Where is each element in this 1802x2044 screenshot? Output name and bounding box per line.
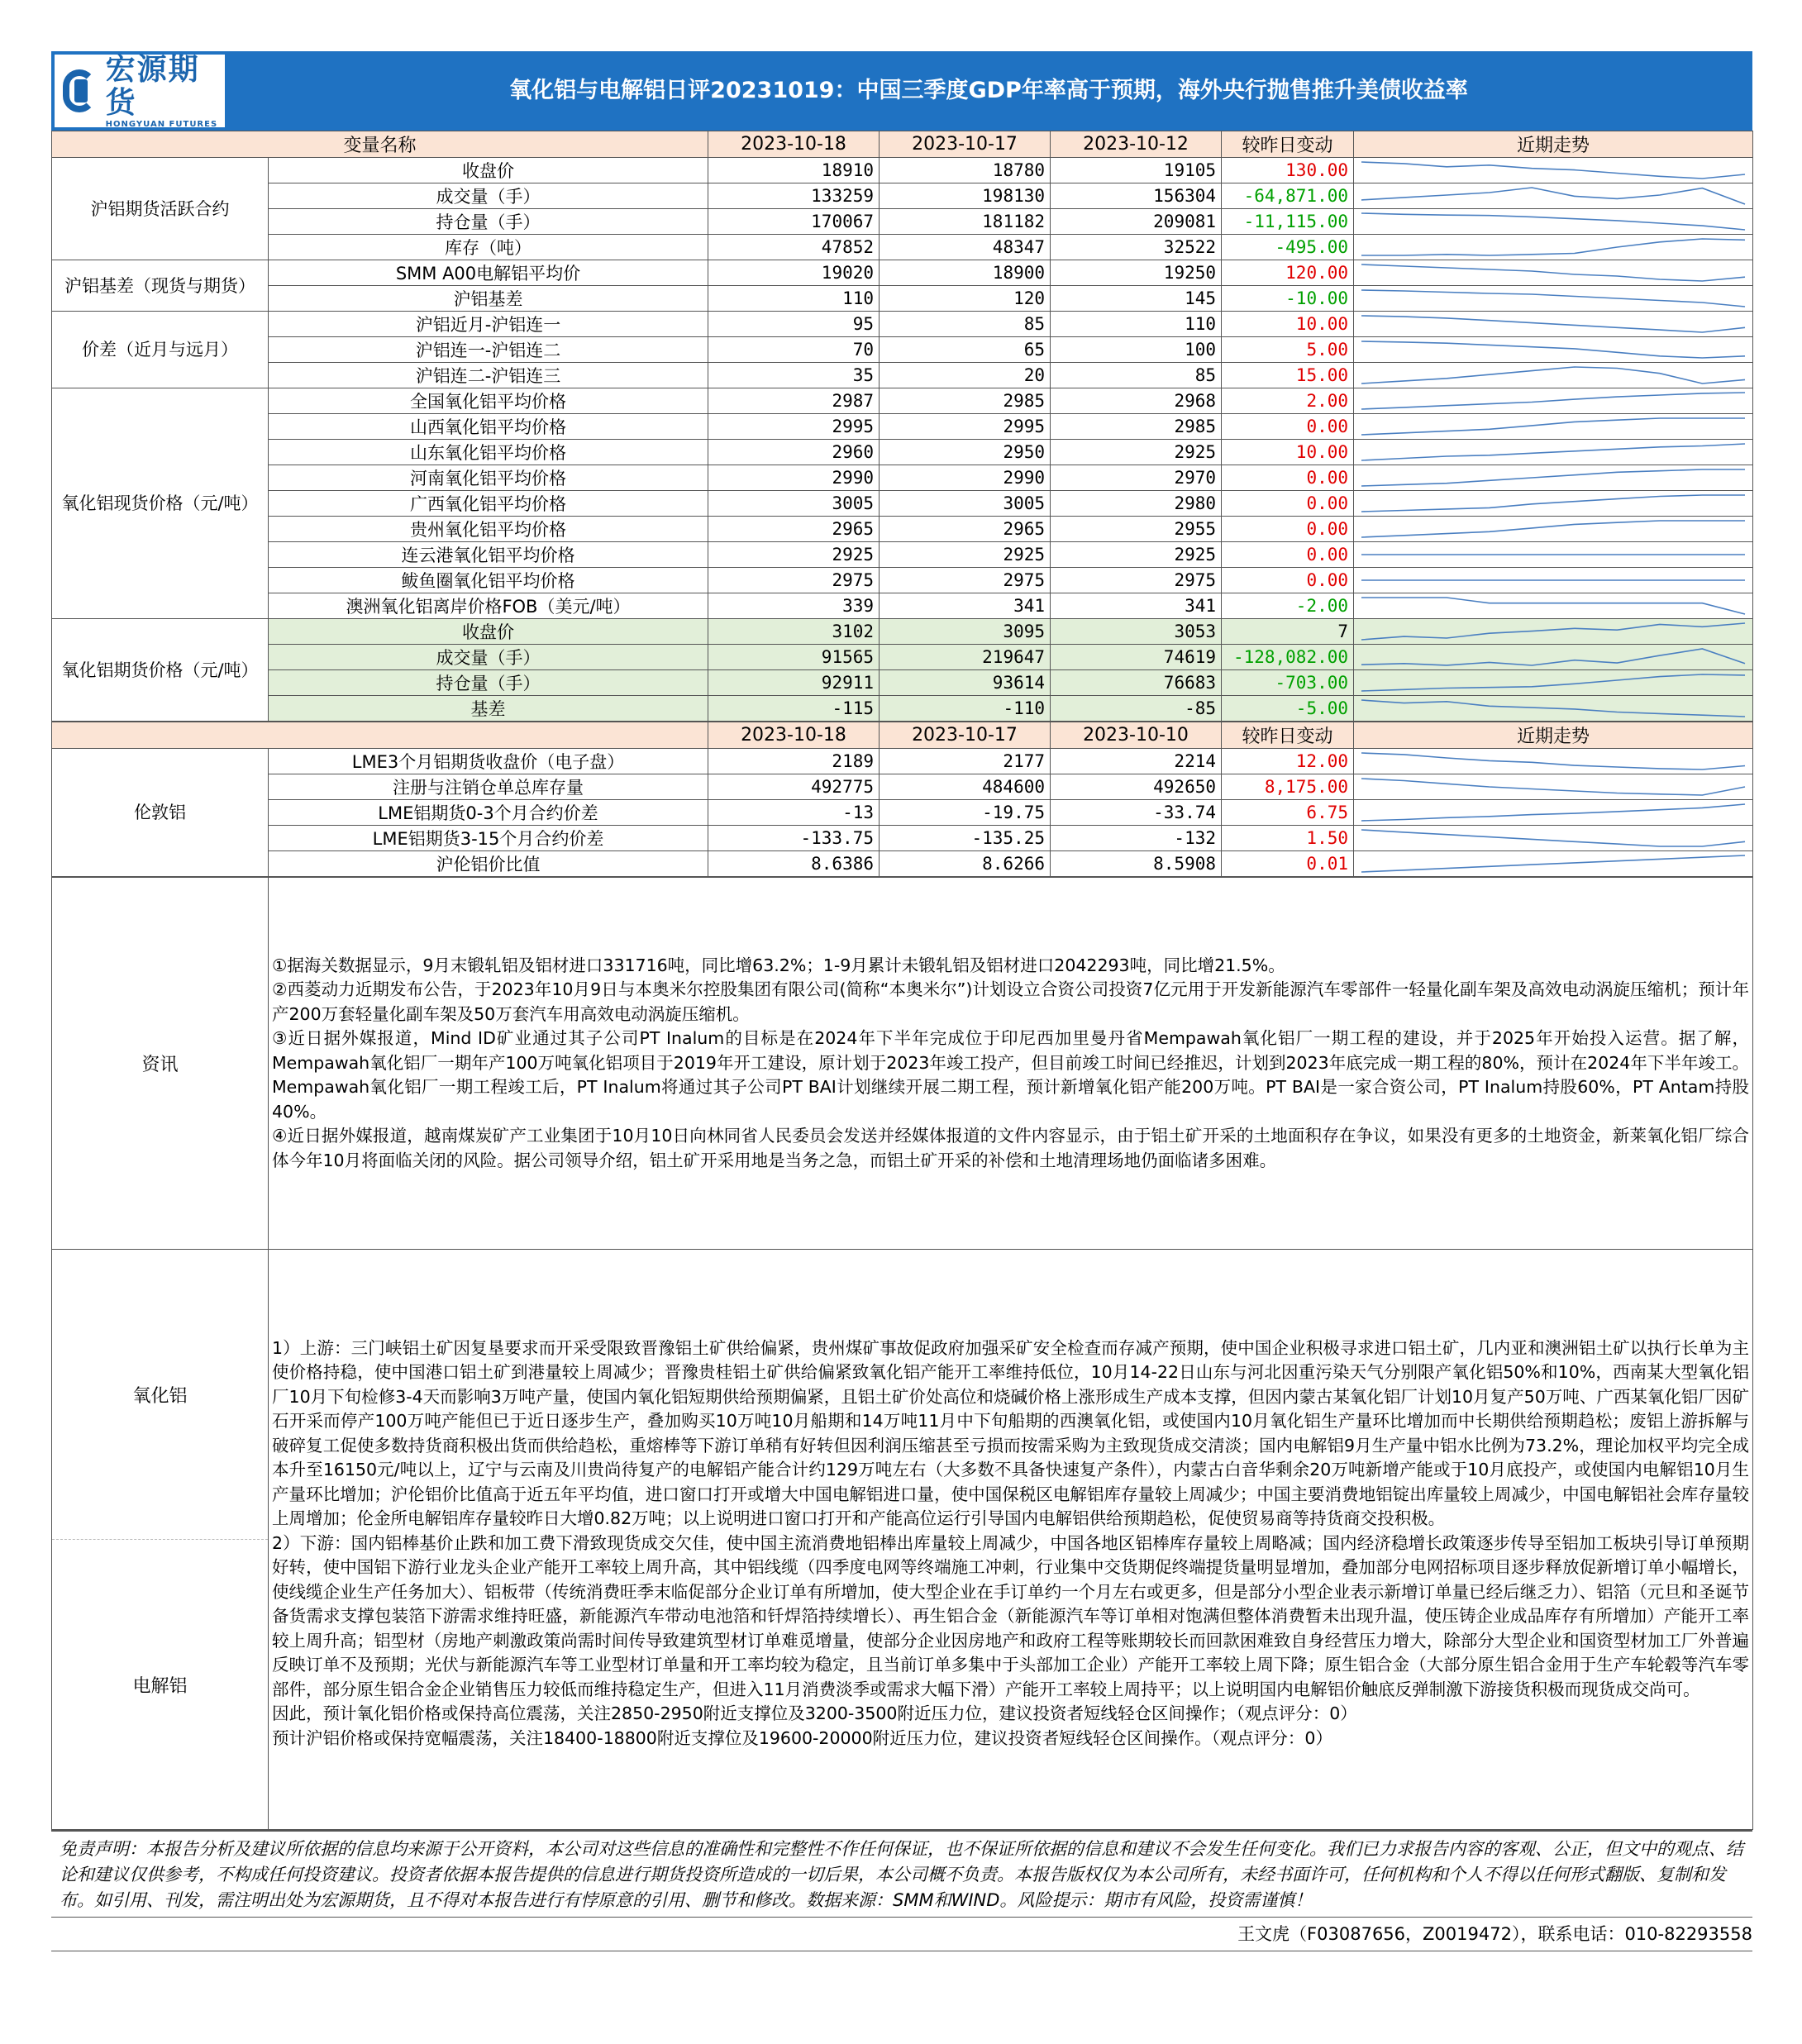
table-row <box>52 645 1753 670</box>
value-cell: 2975 <box>708 568 880 593</box>
group-label: 氧化铝期货价格（元/吨） <box>52 619 269 722</box>
change-cell: -5.00 <box>1222 696 1354 722</box>
variable-name: 成交量（手） <box>269 645 708 670</box>
change-cell: 0.00 <box>1222 491 1354 517</box>
variable-name: 连云港氧化铝平均价格 <box>269 542 708 568</box>
change-cell: -10.00 <box>1222 286 1354 312</box>
value-cell: 219647 <box>880 645 1051 670</box>
logo-en-text: HONGYUAN FUTURES <box>105 119 218 129</box>
change-cell: 6.75 <box>1222 800 1354 826</box>
change-cell: 0.00 <box>1222 568 1354 593</box>
variable-name: 澳洲氧化铝离岸价格FOB（美元/吨） <box>269 593 708 619</box>
value-cell: 100 <box>1051 337 1222 363</box>
value-cell: 2925 <box>1051 542 1222 568</box>
value-cell: 8.6266 <box>880 851 1051 877</box>
column-header: 2023-10-10 <box>1051 722 1222 749</box>
change-cell: 10.00 <box>1222 440 1354 465</box>
value-cell: 2995 <box>708 414 880 440</box>
variable-name: LME3个月铝期货收盘价（电子盘） <box>269 749 708 774</box>
variable-name: 收盘价 <box>269 158 708 183</box>
trend-cell <box>1354 363 1753 388</box>
value-cell: 110 <box>1051 312 1222 337</box>
variable-name: 注册与注销仓单总库存量 <box>269 774 708 800</box>
variable-name: LME铝期货3-15个月合约价差 <box>269 826 708 851</box>
value-cell: 93614 <box>880 670 1051 696</box>
table-row <box>52 800 1753 826</box>
report-title: 氧化铝与电解铝日评20231019：中国三季度GDP年率高于预期，海外央行抛售推升美债收益率 <box>509 78 1468 103</box>
report-page <box>51 51 1752 1951</box>
trend-cell <box>1354 388 1753 414</box>
value-cell: 2975 <box>1051 568 1222 593</box>
table-row <box>52 158 1753 183</box>
change-cell: 12.00 <box>1222 749 1354 774</box>
group-label: 沪铝期货活跃合约 <box>52 158 269 260</box>
value-cell: 2980 <box>1051 491 1222 517</box>
trend-cell <box>1354 696 1753 722</box>
analysis-labels <box>52 1250 269 1830</box>
variable-name: 河南氧化铝平均价格 <box>269 465 708 491</box>
table-row <box>52 183 1753 209</box>
value-cell: 91565 <box>708 645 880 670</box>
analyst-contact: 王文虎（F03087656，Z0019472），联系电话：010-82293558 <box>51 1917 1752 1951</box>
value-cell: 145 <box>1051 286 1222 312</box>
change-cell: 2.00 <box>1222 388 1354 414</box>
trend-cell <box>1354 800 1753 826</box>
alumina-outlook: 因此，预计氧化铝价格或保持高位震荡，关注2850-2950附近支撑位及3200-3500附近压力位，建议投资者短线轻仓区间操作；（观点评分：0） <box>272 1703 1357 1724</box>
value-cell: 2970 <box>1051 465 1222 491</box>
table-row <box>52 749 1753 774</box>
trend-cell <box>1354 491 1753 517</box>
trend-cell <box>1354 158 1753 183</box>
lme-data-table <box>51 722 1753 877</box>
table-row <box>52 670 1753 696</box>
value-cell: 19250 <box>1051 260 1222 286</box>
sparkline <box>1359 236 1747 258</box>
table-row <box>52 619 1753 645</box>
value-cell: 3095 <box>880 619 1051 645</box>
variable-name: 鲅鱼圈氧化铝平均价格 <box>269 568 708 593</box>
change-cell: 10.00 <box>1222 312 1354 337</box>
news-item: ②西菱动力近期发布公告，于2023年10月9日与本奥米尔控股集团有限公司(简称“本奥米尔”)计划设立合资公司投资7亿元用于开发新能源汽车零部件一轻量化副车架及高效电动涡旋压缩机；预计年产200万套轻量化副车架及50万套汽车用高效电动涡旋压缩机。 <box>272 979 1749 1024</box>
value-cell: 32522 <box>1051 235 1222 260</box>
value-cell: 2987 <box>708 388 880 414</box>
variable-name: 沪铝基差 <box>269 286 708 312</box>
change-cell: -128,082.00 <box>1222 645 1354 670</box>
table-row <box>52 440 1753 465</box>
change-cell: 15.00 <box>1222 363 1354 388</box>
sparkline <box>1359 313 1747 335</box>
value-cell: 2925 <box>708 542 880 568</box>
table-row <box>52 260 1753 286</box>
value-cell: 70 <box>708 337 880 363</box>
column-header <box>52 722 708 749</box>
value-cell: -33.74 <box>1051 800 1222 826</box>
variable-name: 持仓量（手） <box>269 209 708 235</box>
table-row <box>52 337 1753 363</box>
value-cell: 2985 <box>880 388 1051 414</box>
sparkline <box>1359 441 1747 463</box>
news-item: ③近日据外媒报道，Mind ID矿业通过其子公司PT Inalum的目标是在2024年下半年完成位于印尼西加里曼丹省Mempawah氧化铝厂一期工程的建设，并于2025年开始投入运营。据了解，Mempawah氧化铝厂一期年产100万吨氧化铝项目于2019年开工建设，原计划于2023年竣工投产，但目前竣工时间已经推迟，计划到2023年底完成一期工程的80%，预计在2024年下半年竣工。Mempawah氧化铝厂一期工程竣工后，PT Inalum将通过其子公司PT BAI计划继续开展二期工程，预计新增氧化铝产能200万吨。PT BAI是一家合资公司，PT Inalum持股60%，PT Antam持股40%。 <box>272 1028 1749 1122</box>
value-cell: 198130 <box>880 183 1051 209</box>
value-cell: 110 <box>708 286 880 312</box>
value-cell: 2950 <box>880 440 1051 465</box>
value-cell: 76683 <box>1051 670 1222 696</box>
value-cell: 133259 <box>708 183 880 209</box>
value-cell: 74619 <box>1051 645 1222 670</box>
trend-cell <box>1354 260 1753 286</box>
variable-name: 沪铝连一-沪铝连二 <box>269 337 708 363</box>
value-cell: 341 <box>1051 593 1222 619</box>
column-header: 较昨日变动 <box>1222 131 1354 158</box>
news-item: ④近日据外媒报道，越南煤炭矿产工业集团于10月10日向林同省人民委员会发送并经媒体报道的文件内容显示，由于铝土矿开采的土地面积存在争议，如果没有更多的土地资金，新莱氧化铝厂综合体今年10月将面临关闭的风险。据公司领导介绍，铝土矿开采用地是当务之急，而铝土矿开采的补偿和土地清理场地仍面临诸多困难。 <box>272 1126 1749 1170</box>
value-cell: -133.75 <box>708 826 880 851</box>
value-cell: 492775 <box>708 774 880 800</box>
trend-cell <box>1354 542 1753 568</box>
value-cell: 85 <box>880 312 1051 337</box>
sparkline <box>1359 185 1747 207</box>
sparkline <box>1359 595 1747 617</box>
trend-cell <box>1354 235 1753 260</box>
group-label: 沪铝基差（现货与期货） <box>52 260 269 312</box>
header-row <box>52 722 1753 749</box>
logo-icon <box>63 66 99 116</box>
news-item: ①据海关数据显示，9月末锻轧铝及铝材进口331716吨，同比增63.2%；1-9月累计未锻轧铝及铝材进口2042293吨，同比增21.5%。 <box>272 955 1285 975</box>
analysis-content <box>269 1250 1753 1830</box>
table-row <box>52 286 1753 312</box>
column-header: 2023-10-12 <box>1051 131 1222 158</box>
group-label: 氧化铝现货价格（元/吨） <box>52 388 269 619</box>
variable-name: 基差 <box>269 696 708 722</box>
change-cell: 7 <box>1222 619 1354 645</box>
change-cell: 1.50 <box>1222 826 1354 851</box>
table-row <box>52 363 1753 388</box>
value-cell: 3053 <box>1051 619 1222 645</box>
table-row <box>52 414 1753 440</box>
value-cell: -13 <box>708 800 880 826</box>
upstream-analysis: 1）上游：三门峡铝土矿因复垦要求而开采受限致晋豫铝土矿供给偏紧，贵州煤矿事故促政府加强采矿安全检查而存减产预期，使中国企业积极寻求进口铝土矿，几内亚和澳洲铝土矿以执行长单为主使价格持稳，使中国港口铝土矿到港量较上周减少；晋豫贵桂铝土矿供给偏紧致氧化铝产能开工率维持低位，10月14-22日山东与河北因重污染天气分别限产氧化铝50%和10%，西南某大型氧化铝厂10月下旬检修3-4天而影响3万吨产量，使国内氧化铝短期供给预期偏紧，且铝土矿价处高位和烧碱价格上涨形成生产成本支撑，但因内蒙古某氧化铝厂计划10月复产50万吨、广西某氧化铝厂因矿石开采而停产100万吨产能但已于近日逐步生产，叠加购买10万吨10月船期和14万吨11月中下旬船期的西澳氧化铝，或使国内10月氧化铝生产量环比增加而中长期供给预期趋松；废铝上游拆解与破碎复工促使多数持货商积极出货而供给趋松，重熔棒等下游订单稍有好转但因利润压缩甚至亏损而按需采购为主致现货成交清淡；国内电解铝9月生产量中铝水比例为73.2%，理论加权平均完全成本升至16150元/吨以上，辽宁与云南及川贵尚待复产的电解铝产能合计约129万吨左右（大多数不具备快速复产条件），内蒙古白音华剩余20万吨新增产能或于10月底投产，或使国内电解铝10月生产量环比增加；沪伦铝价比值高于近五年平均值，进口窗口打开或增大中国电解铝进口量，使中国保税区电解铝库存量较上周减少；中国主要消费地铝锭出库量较上周减少，中国电解铝社会库存量较上周增加；伦金所电解铝库存量较昨日大增0.82万吨；以上说明进口窗口打开和产能高位运行引导国内电解铝供给预期趋松，促使贸易商等持货商交投积极。 <box>272 1337 1749 1529</box>
value-cell: 47852 <box>708 235 880 260</box>
report-header <box>51 51 1752 131</box>
value-cell: 120 <box>880 286 1051 312</box>
value-cell: 2925 <box>1051 440 1222 465</box>
sparkline <box>1359 262 1747 283</box>
sparkline <box>1359 518 1747 540</box>
variable-name: 库存（吨） <box>269 235 708 260</box>
value-cell: 85 <box>1051 363 1222 388</box>
column-header: 变量名称 <box>52 131 708 158</box>
trend-cell <box>1354 286 1753 312</box>
trend-cell <box>1354 568 1753 593</box>
news-content <box>269 878 1753 1250</box>
sparkline <box>1359 569 1747 591</box>
trend-cell <box>1354 619 1753 645</box>
trend-cell <box>1354 414 1753 440</box>
sparkline <box>1359 416 1747 437</box>
sparkline <box>1359 827 1747 849</box>
value-cell: 2990 <box>708 465 880 491</box>
value-cell: -110 <box>880 696 1051 722</box>
value-cell: 2189 <box>708 749 880 774</box>
column-header: 2023-10-17 <box>880 722 1051 749</box>
change-cell: 0.00 <box>1222 517 1354 542</box>
sparkline <box>1359 621 1747 642</box>
value-cell: 2965 <box>880 517 1051 542</box>
variable-name: 广西氧化铝平均价格 <box>269 491 708 517</box>
value-cell: 20 <box>880 363 1051 388</box>
value-cell: -115 <box>708 696 880 722</box>
column-header: 近期走势 <box>1354 722 1753 749</box>
value-cell: 2985 <box>1051 414 1222 440</box>
sparkline <box>1359 364 1747 386</box>
value-cell: -132 <box>1051 826 1222 851</box>
variable-name: 山东氧化铝平均价格 <box>269 440 708 465</box>
column-header: 2023-10-18 <box>708 131 880 158</box>
table-row <box>52 568 1753 593</box>
trend-cell <box>1354 826 1753 851</box>
table-row <box>52 517 1753 542</box>
value-cell: 2177 <box>880 749 1051 774</box>
value-cell: 3005 <box>708 491 880 517</box>
change-cell: -495.00 <box>1222 235 1354 260</box>
news-label: 资讯 <box>52 878 269 1250</box>
sparkline <box>1359 211 1747 232</box>
value-cell: 484600 <box>880 774 1051 800</box>
trend-cell <box>1354 312 1753 337</box>
value-cell: 2955 <box>1051 517 1222 542</box>
downstream-analysis: 2）下游：国内铝棒基价止跌和加工费下滑致现货成交欠佳，使中国主流消费地铝棒出库量较上周减少，中国各地区铝棒库存量较上周略减；国内经济稳增长政策逐步传导至铝加工板块引导订单预期好转，使中国铝下游行业龙头企业产能开工率较上周升高，其中铝线缆（四季度电网等终端施工冲刺，行业集中交货期促终端提货量明显增加，叠加部分电网招标项目逐步释放促新增订单小幅增长，使线缆企业生产任务加大）、铝板带（传统消费旺季末临促部分企业订单有所增加，使大型企业在手订单约一个月左右或更多，但是部分小型企业表示新增订单量已经后继乏力）、铝箔（元旦和圣诞节备货需求支撑包装箔下游需求维持旺盛，新能源汽车带动电池箔和钎焊箔持续增长）、再生铝合金（新能源汽车等订单相对饱满但整体消费暂未出现升温，使压铸企业成品库存有所增加）产能开工率较上周升高；铝型材（房地产刺激政策尚需时间传导致建筑型材订单难觅增量，使部分企业因房地产和政府工程等账期较长而回款困难致自身经营压力增大，除部分大型企业和国资型材加工厂外普遍反映订单不及预期；光伏与新能源汽车等工业型材订单量和开工率均较为稳定，且当前订单多集中于头部加工企业）产能开工率较上周下降；原生铝合金（大部分原生铝合金用于生产车轮毂等汽车零部件，部分原生铝合金企业销售压力较低而维持稳定生产，但进入11月消费淡季或需求大幅下滑）产能开工率较上周持平；以上说明国内电解铝价触底反弹制激下游接货积极而现货成交尚可。 <box>272 1532 1749 1699</box>
table-row <box>52 465 1753 491</box>
change-cell: -64,871.00 <box>1222 183 1354 209</box>
column-header: 近期走势 <box>1354 131 1753 158</box>
table-row <box>52 312 1753 337</box>
variable-name: 持仓量（手） <box>269 670 708 696</box>
change-cell: 0.01 <box>1222 851 1354 877</box>
alumina-label: 氧化铝 <box>52 1250 268 1540</box>
sparkline <box>1359 776 1747 798</box>
value-cell: -19.75 <box>880 800 1051 826</box>
change-cell: 0.00 <box>1222 414 1354 440</box>
sparkline <box>1359 802 1747 823</box>
table-row <box>52 826 1753 851</box>
trend-cell <box>1354 440 1753 465</box>
sparkline <box>1359 467 1747 488</box>
value-cell: 339 <box>708 593 880 619</box>
column-header: 2023-10-18 <box>708 722 880 749</box>
commentary-table <box>51 877 1753 1830</box>
value-cell: 2975 <box>880 568 1051 593</box>
sparkline <box>1359 339 1747 360</box>
variable-name: 沪伦铝价比值 <box>269 851 708 877</box>
trend-cell <box>1354 645 1753 670</box>
value-cell: 2990 <box>880 465 1051 491</box>
group-label: 价差（近月与远月） <box>52 312 269 388</box>
column-header: 2023-10-17 <box>880 131 1051 158</box>
trend-cell <box>1354 209 1753 235</box>
value-cell: 92911 <box>708 670 880 696</box>
table-row <box>52 235 1753 260</box>
trend-cell <box>1354 749 1753 774</box>
company-logo <box>55 52 225 129</box>
value-cell: 48347 <box>880 235 1051 260</box>
variable-name: 沪铝连二-沪铝连三 <box>269 363 708 388</box>
trend-cell <box>1354 593 1753 619</box>
change-cell: -11,115.00 <box>1222 209 1354 235</box>
variable-name: 全国氧化铝平均价格 <box>269 388 708 414</box>
change-cell: 0.00 <box>1222 542 1354 568</box>
table-row <box>52 696 1753 722</box>
trend-cell <box>1354 465 1753 491</box>
value-cell: -135.25 <box>880 826 1051 851</box>
sparkline <box>1359 288 1747 309</box>
value-cell: 19105 <box>1051 158 1222 183</box>
variable-name: SMM A00电解铝平均价 <box>269 260 708 286</box>
aluminum-label: 电解铝 <box>132 1675 188 1697</box>
aluminum-outlook: 预计沪铝价格或保持宽幅震荡，关注18400-18800附近支撑位及19600-20000附近压力位，建议投资者短线轻仓区间操作。（观点评分：0） <box>272 1727 1332 1748</box>
sparkline <box>1359 698 1747 719</box>
variable-name: 收盘价 <box>269 619 708 645</box>
variable-name: 山西氧化铝平均价格 <box>269 414 708 440</box>
value-cell: 2925 <box>880 542 1051 568</box>
value-cell: 8.5908 <box>1051 851 1222 877</box>
header-row <box>52 131 1753 158</box>
value-cell: 341 <box>880 593 1051 619</box>
group-label: 伦敦铝 <box>52 749 269 877</box>
value-cell: -85 <box>1051 696 1222 722</box>
value-cell: 8.6386 <box>708 851 880 877</box>
sparkline <box>1359 853 1747 874</box>
table-row <box>52 388 1753 414</box>
table-row <box>52 851 1753 877</box>
value-cell: 18780 <box>880 158 1051 183</box>
value-cell: 2968 <box>1051 388 1222 414</box>
value-cell: 170067 <box>708 209 880 235</box>
change-cell: 8,175.00 <box>1222 774 1354 800</box>
value-cell: 95 <box>708 312 880 337</box>
change-cell: 5.00 <box>1222 337 1354 363</box>
sparkline <box>1359 544 1747 565</box>
column-header: 较昨日变动 <box>1222 722 1354 749</box>
variable-name: 贵州氧化铝平均价格 <box>269 517 708 542</box>
change-cell: -2.00 <box>1222 593 1354 619</box>
value-cell: 492650 <box>1051 774 1222 800</box>
change-cell: 120.00 <box>1222 260 1354 286</box>
value-cell: 18900 <box>880 260 1051 286</box>
table-row <box>52 774 1753 800</box>
value-cell: 156304 <box>1051 183 1222 209</box>
change-cell: 130.00 <box>1222 158 1354 183</box>
value-cell: 35 <box>708 363 880 388</box>
value-cell: 209081 <box>1051 209 1222 235</box>
trend-cell <box>1354 337 1753 363</box>
variable-name: 沪铝近月-沪铝连一 <box>269 312 708 337</box>
change-cell: -703.00 <box>1222 670 1354 696</box>
table-row <box>52 491 1753 517</box>
disclaimer: 免责声明：本报告分析及建议所依据的信息均来源于公开资料，本公司对这些信息的准确性和完整性不作任何保证，也不保证所依据的信息和建议不会发生任何变化。我们已力求报告内容的客观、公正，但文中的观点、结论和建议仅供参考，不构成任何投资建议。投资者依据本报告提供的信息进行期货投资所造成的一切后果，本公司概不负责。本报告版权仅为本公司所有，未经书面许可，任何机构和个人不得以任何形式翻版、复制和发布。如引用、刊发，需注明出处为宏源期货，且不得对本报告进行有悖原意的引用、删节和修改。数据来源：SMM和WIND。风险提示：期市有风险，投资需谨慎！ <box>51 1830 1752 1917</box>
trend-cell <box>1354 851 1753 877</box>
table-row <box>52 209 1753 235</box>
value-cell: 3005 <box>880 491 1051 517</box>
value-cell: 18910 <box>708 158 880 183</box>
variable-name: 成交量（手） <box>269 183 708 209</box>
trend-cell <box>1354 183 1753 209</box>
domestic-data-table <box>51 131 1753 722</box>
value-cell: 65 <box>880 337 1051 363</box>
sparkline <box>1359 750 1747 772</box>
logo-cn-text: 宏源期货 <box>105 52 200 120</box>
trend-cell <box>1354 774 1753 800</box>
value-cell: 3102 <box>708 619 880 645</box>
value-cell: 2995 <box>880 414 1051 440</box>
sparkline <box>1359 493 1747 514</box>
variable-name: LME铝期货0-3个月合约价差 <box>269 800 708 826</box>
change-cell: 0.00 <box>1222 465 1354 491</box>
trend-cell <box>1354 670 1753 696</box>
value-cell: 2965 <box>708 517 880 542</box>
trend-cell <box>1354 517 1753 542</box>
value-cell: 2214 <box>1051 749 1222 774</box>
value-cell: 19020 <box>708 260 880 286</box>
sparkline <box>1359 390 1747 412</box>
value-cell: 2960 <box>708 440 880 465</box>
table-row <box>52 542 1753 568</box>
sparkline <box>1359 646 1747 668</box>
sparkline <box>1359 160 1747 181</box>
sparkline <box>1359 672 1747 693</box>
table-row <box>52 593 1753 619</box>
value-cell: 181182 <box>880 209 1051 235</box>
